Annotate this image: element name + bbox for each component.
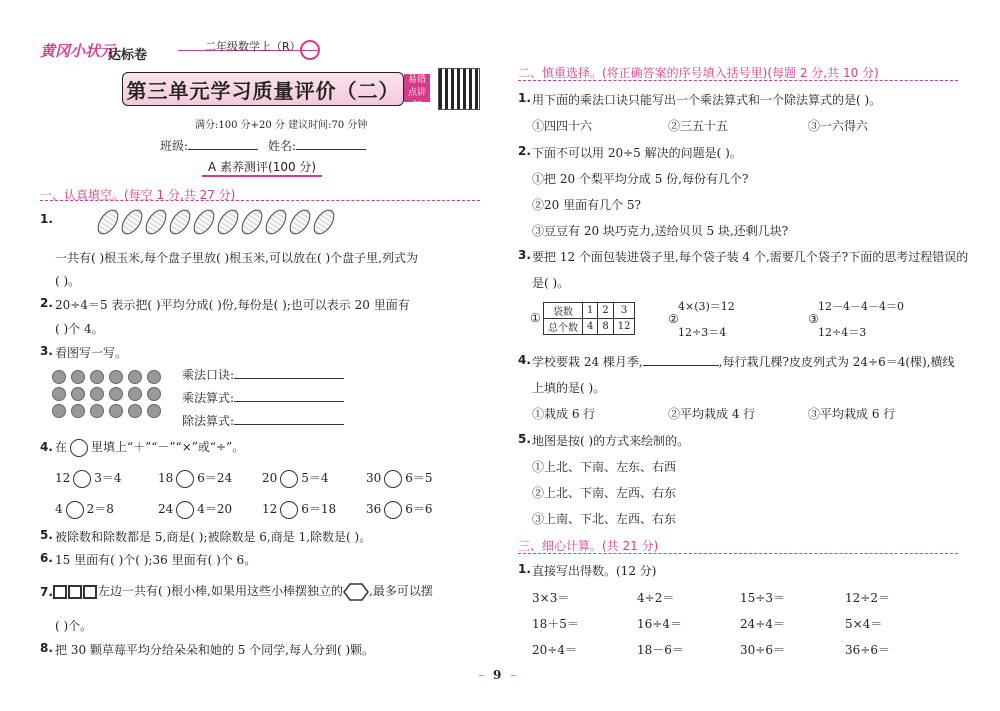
name-field[interactable] (268, 137, 366, 154)
q3-div-field[interactable] (182, 412, 344, 429)
q3-text: 看图写一写。 (55, 346, 128, 360)
q6-number: 6. (40, 551, 53, 565)
q8-number: 8. (40, 641, 53, 655)
q7-number: 7. (40, 585, 53, 599)
q3-rhyme-field[interactable] (182, 366, 344, 383)
q6-text: 15 里面有( )个( );36 里面有( )个 6。 (55, 553, 257, 567)
q8-text: 把 30 颗草莓平均分给朵朵和她的 5 个同学,每人分到( )颗。 (55, 643, 375, 657)
q4-item: 24 4＝20 (158, 500, 232, 519)
corn-icon (261, 206, 290, 238)
r3-option-3-b: 12÷4＝3 (818, 326, 867, 339)
r5-option-2[interactable]: ②上北、下南、左西、右东 (532, 486, 677, 500)
calc-item[interactable]: 12÷2＝ (845, 591, 890, 605)
r5-text: 地图是按( )的方式来绘制的。 (532, 434, 690, 448)
q5-number: 5. (40, 528, 53, 542)
grade-label: 二年级数学上（R） (205, 40, 301, 53)
answer-line[interactable] (234, 401, 344, 402)
r3-option-3-a: 12－4－4－4＝0 (818, 300, 904, 313)
q4-item: 36 6＝6 (366, 500, 433, 519)
answer-circle[interactable] (384, 470, 402, 488)
r3-option-2-a: 4×(3)＝12 (678, 300, 735, 313)
r5-number: 5. (518, 432, 531, 446)
r4-line1 (532, 353, 955, 370)
class-input-line[interactable] (188, 149, 258, 150)
answer-circle[interactable] (280, 470, 298, 488)
brand-logo: 黄冈小状元 (40, 42, 116, 60)
exam-info: 满分:100 分+20 分 建议时间:70 分钟 (195, 120, 368, 131)
corn-icon (309, 206, 338, 238)
q2-line2: ( )个 4。 (55, 322, 104, 336)
page-title: 第三单元学习质量评价（二） (122, 72, 404, 106)
calc-item[interactable]: 4÷2＝ (637, 591, 675, 605)
r4-line1-b: ,每行栽几棵?皮皮列式为 24÷6＝4(棵),横线 (718, 355, 955, 369)
calc-item[interactable]: 5×4＝ (845, 617, 883, 631)
answer-circle[interactable] (176, 501, 194, 519)
q4-item: 12 6＝18 (262, 500, 336, 519)
calc-item[interactable]: 16÷4＝ (637, 617, 682, 631)
r2-option-3[interactable]: ③豆豆有 20 块巧克力,送给贝贝 5 块,还剩几块? (532, 224, 789, 238)
corn-icon (237, 206, 266, 238)
q2-line1: 20÷4＝5 表示把( )平均分成( )份,每份是( );也可以表示 20 里面有 (55, 298, 410, 312)
answer-circle[interactable] (73, 470, 91, 488)
calc-item[interactable]: 18＋5＝ (532, 617, 579, 631)
r3-option-1-mark[interactable]: ① (530, 311, 541, 325)
section-2-rule (518, 80, 958, 81)
q3-mul-field[interactable] (182, 389, 344, 406)
q3-div-label: 除法算式: (182, 414, 235, 428)
q3-rhyme-label: 乘法口诀: (182, 368, 235, 382)
r4-line1-a: 学校要栽 24 棵月季, (532, 355, 643, 369)
r3-option-2-mark[interactable]: ② (668, 312, 679, 326)
name-input-line[interactable] (296, 149, 366, 150)
r2-option-1[interactable]: ①把 20 个梨平均分成 5 份,每份有几个? (532, 172, 749, 186)
calc-item[interactable]: 24÷4＝ (740, 617, 785, 631)
answer-circle[interactable] (66, 501, 84, 519)
corn-icon (93, 206, 122, 238)
q4-item: 18 6＝24 (158, 469, 232, 488)
series-label: 达标卷 (108, 48, 148, 63)
c1-number: 1. (518, 562, 531, 576)
error-explain-tag: 易错点讲解 (404, 74, 430, 102)
answer-line[interactable] (234, 378, 344, 379)
corn-icon (189, 206, 218, 238)
calc-item[interactable]: 20÷4＝ (532, 643, 577, 657)
answer-line (643, 365, 719, 366)
corn-icon (213, 206, 242, 238)
r4-option-3[interactable]: ③平均栽成 6 行 (808, 407, 896, 421)
q3-mul-label: 乘法算式: (182, 391, 235, 405)
q4-text-b: 里填上“＋”“－”“×”或“÷”。 (91, 440, 245, 454)
section-1-heading: 一、认真填空。(每空 1 分,共 27 分) (40, 188, 236, 202)
r1-option-1[interactable]: ①四四十六 (532, 119, 593, 133)
q4-item: 30 6＝5 (366, 469, 433, 488)
r4-line2: 上填的是( )。 (532, 381, 606, 395)
r4-number: 4. (518, 353, 531, 367)
section-3-rule (518, 553, 958, 554)
corn-picture (100, 206, 340, 240)
q4-text-a: 在 (55, 440, 68, 454)
q7-text-b: ,最多可以摆 (369, 584, 433, 598)
q4-number: 4. (40, 440, 53, 454)
r3-option-2-b: 12÷3＝4 (678, 326, 727, 339)
r1-option-2[interactable]: ②三五十五 (668, 119, 729, 133)
r1-number: 1. (518, 91, 531, 105)
r1-text: 用下面的乘法口诀只能写出一个乘法算式和一个除法算式的是( )。 (532, 93, 882, 107)
footer-ornament-right: ~ (510, 671, 517, 680)
q1-line2: ( )。 (55, 274, 81, 288)
section-1-rule (40, 200, 480, 201)
swirl-icon (300, 40, 320, 60)
page-number: 9 (493, 668, 502, 682)
r5-option-3[interactable]: ③上南、下北、左西、右东 (532, 512, 677, 526)
answer-circle[interactable] (384, 501, 402, 519)
r3-number: 3. (518, 248, 531, 262)
answer-line[interactable] (234, 424, 344, 425)
calc-item[interactable]: 30÷6＝ (740, 643, 785, 657)
circle-icon (70, 439, 88, 457)
r2-option-2[interactable]: ②20 里面有几个 5? (532, 198, 641, 212)
q7-line2: ( )个。 (55, 619, 93, 633)
r4-option-1[interactable]: ①栽成 6 行 (532, 407, 596, 421)
r5-option-1[interactable]: ①上北、下南、左东、右西 (532, 460, 677, 474)
class-field[interactable] (160, 137, 258, 154)
name-label: 姓名: (268, 139, 297, 153)
r3-line2: 是( )。 (532, 276, 570, 290)
calc-item[interactable]: 36÷6＝ (845, 643, 890, 657)
calc-item[interactable]: 15÷3＝ (740, 591, 785, 605)
q3-number: 3. (40, 344, 53, 358)
section-3-heading: 三、细心计算。(共 21 分) (518, 539, 659, 553)
q1-number: 1. (40, 212, 53, 226)
class-label: 班级: (160, 139, 189, 153)
r3-line1: 要把 12 个面包装进袋子里,每个袋子装 4 个,需要几个袋子?下面的思考过程错误的 (532, 250, 969, 264)
r3-option-3-mark[interactable]: ③ (808, 312, 819, 326)
r3-option-1-table: 袋数 1 2 3 总个数 4 8 12 (543, 302, 635, 335)
q5-text: 被除数和除数都是 5,商是( );被除数是 6,商是 1,除数是( )。 (55, 530, 372, 544)
c1-text: 直接写出得数。(12 分) (532, 564, 657, 578)
r4-option-2[interactable]: ②平均栽成 4 行 (668, 407, 756, 421)
q1-line1: 一共有( )根玉米,每个盘子里放( )根玉米,可以放在( )个盘子里,列式为 (55, 251, 418, 265)
hexagon-icon (343, 583, 369, 601)
calc-item[interactable]: 3×3＝ (532, 591, 570, 605)
section-2-heading: 二、慎重选择。(将正确答案的序号填入括号里)(每题 2 分,共 10 分) (518, 66, 879, 80)
qr-code-icon[interactable] (438, 68, 480, 110)
r1-option-3[interactable]: ③一六得六 (808, 119, 869, 133)
q4-instruction (55, 438, 244, 457)
r2-number: 2. (518, 144, 531, 158)
answer-circle[interactable] (280, 501, 298, 519)
corn-icon (141, 206, 170, 238)
r2-text: 下面不可以用 20÷5 解决的问题是( )。 (532, 146, 742, 160)
corn-icon (165, 206, 194, 238)
corn-icon (285, 206, 314, 238)
q7-text-a: 左边一共有( )根小棒,如果用这些小棒摆独立的 (98, 584, 343, 598)
footer-ornament-left: ~ (478, 671, 485, 680)
q4-item: 12 3＝4 (55, 469, 122, 488)
square-sticks-icon (53, 584, 98, 598)
calc-item[interactable]: 18－6＝ (637, 643, 684, 657)
corn-icon (117, 206, 146, 238)
part-a-label: A 素养测评(100 分) (202, 158, 322, 177)
q4-item: 20 5＝4 (262, 469, 329, 488)
dots-array (52, 370, 164, 418)
q4-item: 4 2＝8 (55, 500, 114, 519)
q7-line1 (53, 582, 433, 601)
q2-number: 2. (40, 296, 53, 310)
answer-circle[interactable] (176, 470, 194, 488)
